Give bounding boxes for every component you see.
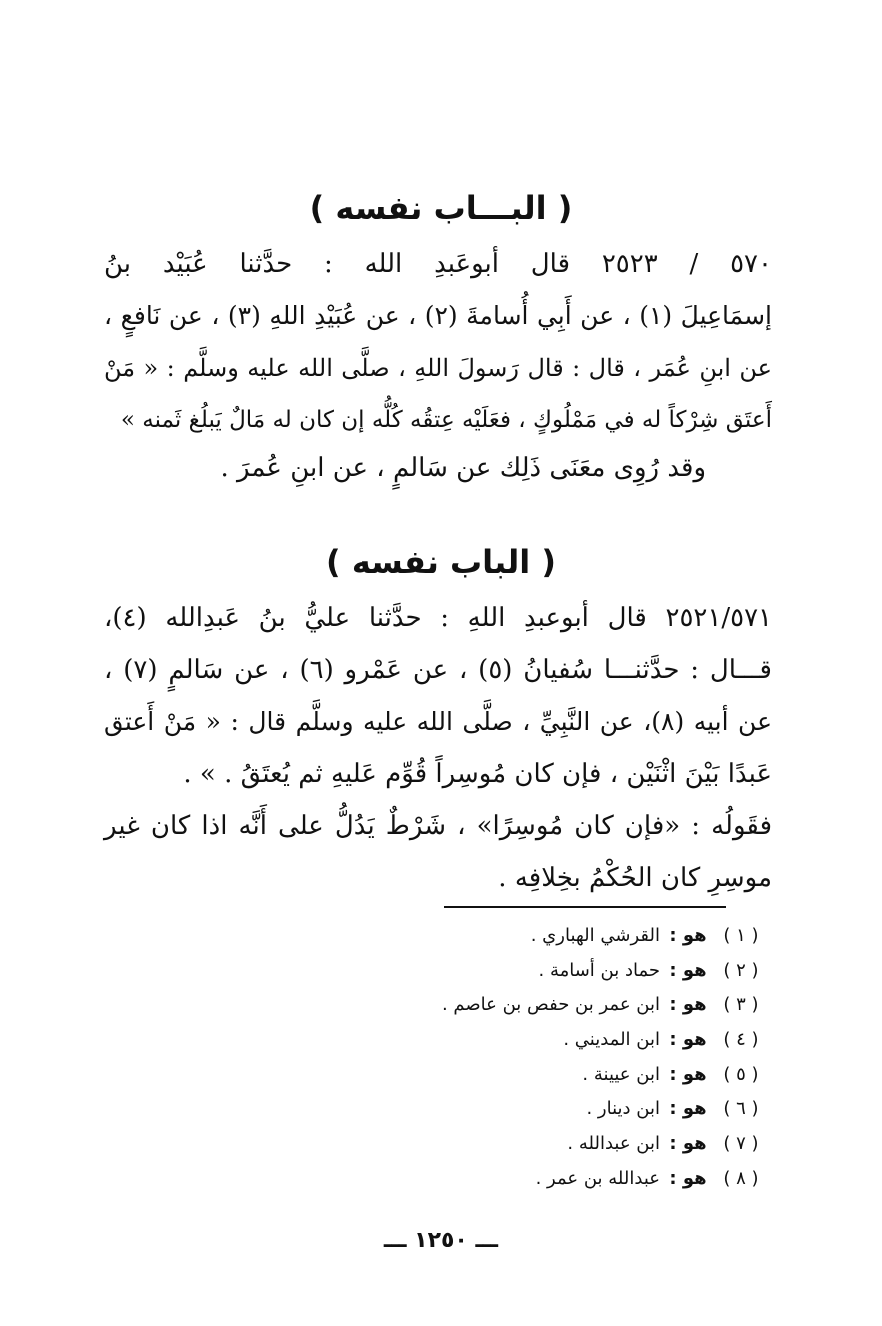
hadith-571-paragraph <box>104 592 772 800</box>
footnote-text: القرشي الهباري . <box>530 924 660 946</box>
footnote-label: هو : <box>669 959 707 981</box>
page-number: ـــ ١٢٥٠ ـــ <box>383 1228 499 1253</box>
hadith-571-line-4: عَبدًا بَيْنَ اثْنَيْن ، فإن كان مُوسِراً قُوِّم عَليهِ ثم يُعتَقُ . » . <box>183 759 772 789</box>
hadith-570-paragraph <box>104 238 772 446</box>
footnote-number: ( ٢ ) <box>723 959 759 981</box>
footnote-label: هو : <box>669 1098 707 1120</box>
narration-note-line: وقد رُوِى معَنَى ذَلِك عن سَالمٍ ، عن ابنِ عُمرَ . <box>220 453 706 483</box>
footnote-text: حماد بن أسامة . <box>538 959 660 981</box>
narration-note <box>150 442 706 494</box>
footnote-number: ( ٥ ) <box>723 1063 759 1085</box>
hadith-570-line-1: ٥٧٠ / ٢٥٢٣ قال أبوعَبدِ الله : حدَّثنا عُبَيْد بنُ <box>104 249 772 279</box>
footnote-text: ابن عمر بن حفص بن عاصم . <box>441 994 660 1016</box>
footnotes-list <box>200 918 766 1196</box>
footnote-label: هو : <box>669 994 707 1016</box>
footnote-number: ( ٤ ) <box>723 1028 759 1050</box>
footnote-item <box>200 1057 766 1092</box>
hadith-570-line-3: عن ابنِ عُمَر ، قال : قال رَسولَ اللهِ ، صلَّى الله عليه وسلَّم : « مَنْ <box>104 354 772 382</box>
footnote-text: ابن المديني . <box>563 1028 660 1050</box>
commentary-paragraph <box>104 800 772 904</box>
footnote-item <box>200 1126 766 1161</box>
footnote-number: ( ٧ ) <box>723 1132 759 1154</box>
section-heading-1: ( البـــاب نفسه ) <box>309 189 573 227</box>
footnote-number: ( ٣ ) <box>723 994 759 1016</box>
footnote-item <box>200 953 766 988</box>
footnote-label: هو : <box>669 1063 707 1085</box>
hadith-570-line-2: إسمَاعِيلَ (١) ، عن أَبِي أُسامةَ (٢) ، عن عُبَيْدِ اللهِ (٣) ، عن نَافعٍ ، <box>104 301 772 330</box>
footnote-item <box>200 1091 766 1126</box>
footnote-label: هو : <box>669 1028 707 1050</box>
section-heading-2: ( الباب نفسه ) <box>326 543 556 581</box>
footnote-item <box>200 1161 766 1196</box>
footnote-item <box>200 1022 766 1057</box>
footnote-separator <box>444 906 726 908</box>
hadith-570-line-4: أَعتَق شِرْكاً له في مَمْلُوكٍ ، فعَلَيْه عِتقُه كُلُّه إن كان له مَالٌ يَبلُغ ثَمنه » <box>120 407 772 433</box>
footnote-item <box>200 987 766 1022</box>
hadith-571-line-1: ٢٥٢١/٥٧١ قال أبوعبدِ اللهِ : حدَّثنا عليُّ بنُ عَبدِالله (٤)، <box>104 603 772 633</box>
footnote-text: ابن عبدالله . <box>567 1132 660 1154</box>
footnote-text: عبدالله بن عمر . <box>535 1167 660 1189</box>
footnote-text: ابن دينار . <box>586 1098 660 1120</box>
hadith-571-line-2: قـــال : حدَّثنـــا سُفيانُ (٥) ، عن عَمْرو (٦) ، عن سَالمٍ (٧) ، <box>104 655 772 685</box>
commentary-line-1: فقَولُه : «فإن كان مُوسِرًا» ، شَرْطٌ يَدُلُّ على أَنَّه اذا كان غير <box>104 811 772 841</box>
commentary-line-2: موسِرِ كان الحُكْمُ بخِلافِه . <box>498 863 772 893</box>
footnote-number: ( ١ ) <box>723 924 759 946</box>
hadith-571-line-3: عن أبيه (٨)، عن النَّبِيِّ ، صلَّى الله عليه وسلَّم قال : « مَنْ أَعتق <box>104 707 772 736</box>
footnote-number: ( ٨ ) <box>723 1167 759 1189</box>
footnote-text: ابن عيينة . <box>582 1063 660 1085</box>
footnote-label: هو : <box>669 1167 707 1189</box>
footnote-number: ( ٦ ) <box>723 1098 759 1120</box>
footnote-label: هو : <box>669 1132 707 1154</box>
footnote-label: هو : <box>669 924 707 946</box>
footnote-item <box>200 918 766 953</box>
